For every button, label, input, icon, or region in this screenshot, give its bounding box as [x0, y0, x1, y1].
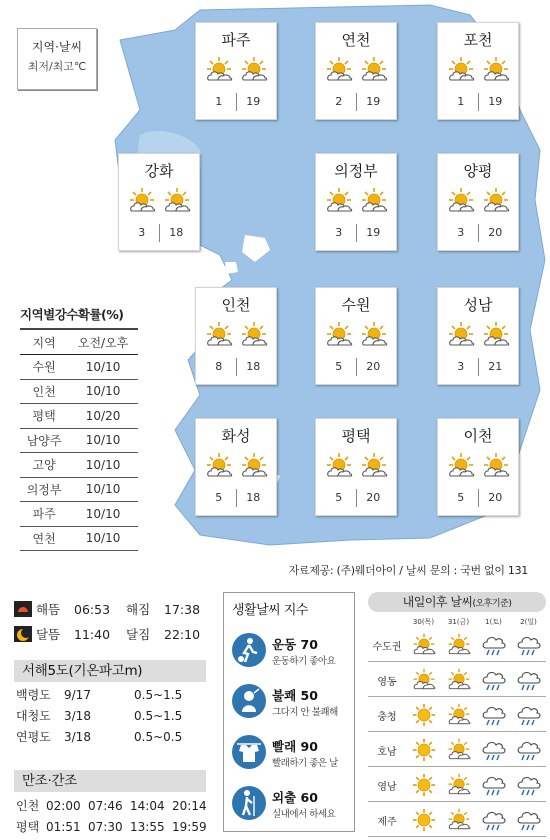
- tide-time: 02:00: [46, 798, 81, 813]
- wave-island: 연평도: [16, 730, 51, 744]
- day-label: 2(일): [520, 618, 537, 626]
- life-index-label: 불쾌 50: [272, 688, 318, 703]
- moonrise-icon: [14, 626, 32, 642]
- rain-cloud-icon: [511, 700, 546, 730]
- city-temps: [202, 358, 270, 376]
- sun-behind-cloud-icon: [406, 630, 441, 660]
- tide-place: 평택: [16, 820, 40, 834]
- outing-icon: [232, 786, 266, 820]
- city-weather-icons: [321, 56, 391, 88]
- tide-place: 인천: [16, 799, 40, 813]
- life-index-item: [232, 733, 350, 781]
- wave-row: [16, 684, 206, 705]
- tide-time: 07:46: [88, 798, 123, 813]
- city-weather-icons: [443, 321, 513, 353]
- wave-row: [16, 705, 206, 726]
- city-low-temp: 1: [457, 95, 465, 108]
- city-temps: [444, 224, 512, 242]
- wave-height: 0.5~1.5: [134, 708, 183, 723]
- city-temps: [444, 489, 512, 507]
- tide-row: [16, 816, 216, 837]
- sun-behind-cloud-icon: [324, 55, 354, 89]
- region-name: 영동: [377, 677, 397, 688]
- sun-behind-cloud-icon: [446, 186, 476, 220]
- rain-cloud-icon: [476, 735, 511, 765]
- region-forecast-row: [368, 663, 546, 697]
- sun-behind-cloud-icon: [446, 320, 476, 354]
- tide-table: [16, 795, 216, 837]
- city-card: [437, 153, 519, 251]
- precip-header-ampm: 오전/오후: [68, 330, 138, 355]
- precip-region: 수원: [20, 355, 68, 380]
- sun-behind-cloud-icon: [127, 186, 157, 220]
- precip-title: 지역별강수확률(%): [20, 305, 138, 330]
- city-weather-icons: [201, 56, 271, 88]
- wave-island: 백령도: [16, 688, 51, 702]
- tide-time: 20:14: [172, 798, 207, 813]
- sun-behind-cloud-icon: [359, 186, 389, 220]
- sunset-label: 해짐: [126, 602, 151, 617]
- city-weather-icons: [321, 452, 391, 484]
- precip-value: 10/10: [68, 526, 138, 551]
- tide-row: [16, 795, 216, 816]
- precip-region: 인천: [20, 379, 68, 404]
- sun-behind-cloud-icon: [441, 770, 476, 800]
- sun-behind-cloud-icon: [481, 186, 511, 220]
- precip-row: [20, 453, 138, 478]
- city-name: 화성: [221, 427, 251, 445]
- precip-row: [20, 428, 138, 453]
- city-card: [437, 287, 519, 385]
- sun-behind-cloud-icon: [359, 451, 389, 485]
- wave-temp: 3/18: [64, 729, 91, 744]
- city-low-temp: 3: [457, 226, 465, 239]
- wave-temp: 3/18: [64, 708, 91, 723]
- region-name: 수도권: [372, 642, 402, 653]
- region-forecast-row: [368, 768, 546, 802]
- city-low-temp: 2: [335, 95, 343, 108]
- laundry-icon: [232, 735, 266, 769]
- city-card: [315, 287, 397, 385]
- city-weather-icons: [321, 321, 391, 353]
- region-name: 호남: [377, 747, 397, 758]
- city-high-temp: 19: [356, 224, 391, 242]
- sun-icon: [406, 805, 441, 835]
- city-name: 포천: [463, 31, 493, 49]
- region-name: 영남: [377, 782, 397, 793]
- wave-temp: 9/17: [64, 687, 91, 702]
- tide-title: 만조·간조: [14, 770, 206, 792]
- city-high-temp: 19: [478, 93, 513, 111]
- sun-behind-cloud-icon: [324, 320, 354, 354]
- city-card: [437, 22, 519, 120]
- day-label: 31(금): [447, 618, 470, 626]
- sunrise-time: 06:53: [74, 601, 111, 617]
- life-index-desc: 운동하기 좋아요: [272, 656, 336, 667]
- city-weather-icons: [443, 187, 513, 219]
- rain-cloud-icon: [476, 700, 511, 730]
- sun-behind-cloud-icon: [406, 665, 441, 695]
- city-high-temp: 18: [159, 224, 194, 242]
- precip-value: 10/20: [68, 404, 138, 429]
- sun-behind-cloud-icon: [481, 55, 511, 89]
- city-high-temp: 19: [236, 93, 271, 111]
- city-low-temp: 3: [138, 226, 146, 239]
- rain-cloud-icon: [476, 630, 511, 660]
- rain-cloud-icon: [511, 630, 546, 660]
- sun-behind-cloud-icon: [204, 451, 234, 485]
- precip-row: [20, 477, 138, 502]
- tomorrow-header: [368, 592, 546, 612]
- life-index-item: [232, 631, 350, 679]
- sun-behind-cloud-icon: [481, 451, 511, 485]
- life-index-label: 빨래 90: [272, 739, 318, 754]
- sun-behind-cloud-icon: [359, 55, 389, 89]
- life-index-label: 외출 60: [272, 790, 318, 805]
- region-icons: [406, 735, 546, 765]
- sun-behind-cloud-icon: [359, 320, 389, 354]
- data-source: 자료제공: (주)웨더아이 / 날씨 문의 : 국번 없이 131: [288, 564, 528, 577]
- city-card: [195, 287, 277, 385]
- city-low-temp: 8: [215, 360, 223, 373]
- sun-behind-cloud-icon: [239, 55, 269, 89]
- rain-cloud-icon: [511, 735, 546, 765]
- precip-region: 평택: [20, 404, 68, 429]
- city-temps: [322, 224, 390, 242]
- city-high-temp: 20: [478, 489, 513, 507]
- precip-region: 고양: [20, 453, 68, 478]
- life-weather-index: [223, 592, 355, 832]
- city-card: [195, 22, 277, 120]
- tide-time: 01:51: [46, 819, 81, 834]
- sun-behind-cloud-icon: [441, 630, 476, 660]
- city-name: 의정부: [334, 162, 378, 180]
- city-card: [195, 418, 277, 516]
- discomfort-icon: [232, 684, 266, 718]
- region-forecast-row: [368, 803, 546, 837]
- wave-table: [16, 684, 206, 747]
- region-forecast-row: [368, 628, 546, 662]
- map-legend: [17, 28, 97, 90]
- day-label: 1(토): [485, 618, 502, 626]
- city-name: 수원: [341, 296, 371, 314]
- precip-region: 의정부: [20, 477, 68, 502]
- moonset-time: 22:10: [164, 626, 201, 642]
- sun-behind-cloud-icon: [204, 55, 234, 89]
- city-low-temp: 5: [335, 360, 343, 373]
- sun-behind-cloud-icon: [481, 320, 511, 354]
- city-high-temp: 20: [356, 489, 391, 507]
- life-index-desc: 실내에서 하세요: [272, 809, 336, 820]
- wave-height: 0.5~1.5: [134, 687, 183, 702]
- city-weather-icons: [124, 187, 194, 219]
- region-icons: [406, 630, 546, 660]
- wave-height: 0.5~0.5: [134, 729, 183, 744]
- city-name: 인천: [221, 296, 251, 314]
- city-name: 파주: [221, 31, 251, 49]
- precip-value: 10/10: [68, 355, 138, 380]
- life-title: 생활날씨 지수: [232, 603, 308, 618]
- city-high-temp: 19: [356, 93, 391, 111]
- sun-icon: [406, 735, 441, 765]
- tide-time: 14:04: [130, 798, 165, 813]
- city-low-temp: 3: [335, 226, 343, 239]
- sun-row: [14, 598, 214, 620]
- rain-cloud-icon: [511, 770, 546, 800]
- precip-value: 10/10: [68, 428, 138, 453]
- precip-region: 파주: [20, 502, 68, 527]
- sun-behind-cloud-icon: [324, 186, 354, 220]
- city-card: [315, 22, 397, 120]
- city-low-temp: 5: [335, 491, 343, 504]
- city-temps: [444, 93, 512, 111]
- city-low-temp: 5: [215, 491, 223, 504]
- precip-value: 10/10: [68, 453, 138, 478]
- rain-cloud-icon: [476, 805, 511, 835]
- sun-icon: [406, 700, 441, 730]
- sun-behind-cloud-icon: [239, 320, 269, 354]
- city-name: 양평: [463, 162, 493, 180]
- city-card: [437, 418, 519, 516]
- city-card: [315, 418, 397, 516]
- sun-behind-cloud-icon: [441, 735, 476, 765]
- region-icons: [406, 665, 546, 695]
- region-icons: [406, 770, 546, 800]
- city-name: 성남: [463, 296, 493, 314]
- tomorrow-note: (오후기준): [472, 599, 512, 609]
- city-temps: [322, 358, 390, 376]
- precip-value: 10/10: [68, 477, 138, 502]
- sun-behind-cloud-icon: [446, 55, 476, 89]
- sun-behind-cloud-icon: [446, 451, 476, 485]
- day-labels: [406, 617, 546, 627]
- wave-row: [16, 726, 206, 747]
- region-name: 제주: [377, 817, 397, 828]
- city-card: [118, 153, 200, 251]
- region-forecast-row: [368, 733, 546, 767]
- city-temps: [125, 224, 193, 242]
- precip-row: [20, 404, 138, 429]
- city-low-temp: 1: [215, 95, 223, 108]
- precip-header-region: 지역: [20, 330, 68, 355]
- city-high-temp: 21: [478, 358, 513, 376]
- sun-moon-times: [14, 598, 214, 648]
- moonrise-time: 11:40: [74, 626, 111, 642]
- rain-cloud-icon: [476, 770, 511, 800]
- city-high-temp: 18: [236, 358, 271, 376]
- sun-behind-cloud-icon: [239, 451, 269, 485]
- region-icons: [406, 700, 546, 730]
- city-high-temp: 20: [356, 358, 391, 376]
- sunset-time: 17:38: [164, 601, 201, 617]
- city-low-temp: 5: [457, 491, 465, 504]
- sun-behind-cloud-icon: [441, 665, 476, 695]
- sun-behind-cloud-icon: [324, 451, 354, 485]
- tide-time: 13:55: [130, 819, 165, 834]
- tide-time: 07:30: [88, 819, 123, 834]
- city-high-temp: 20: [478, 224, 513, 242]
- city-weather-icons: [201, 452, 271, 484]
- tomorrow-title: 내일이후 날씨: [402, 595, 473, 609]
- city-temps: [444, 358, 512, 376]
- city-weather-icons: [443, 452, 513, 484]
- precip-region: 연천: [20, 526, 68, 551]
- sun-behind-cloud-icon: [162, 186, 192, 220]
- precip-row: [20, 502, 138, 527]
- wave-island: 대청도: [16, 709, 51, 723]
- life-index-label: 운동 70: [272, 637, 318, 652]
- rain-cloud-icon: [476, 665, 511, 695]
- sun-icon: [406, 770, 441, 800]
- precip-row: [20, 379, 138, 404]
- moonrise-label: 달뜸: [36, 627, 61, 642]
- precip-region: 남양주: [20, 428, 68, 453]
- moon-row: [14, 623, 214, 645]
- sun-behind-cloud-icon: [441, 700, 476, 730]
- sunrise-icon: [14, 601, 32, 617]
- sun-behind-cloud-icon: [204, 320, 234, 354]
- region-forecast-row: [368, 698, 546, 732]
- wave-title: 서해5도(기온파고m): [14, 660, 206, 682]
- tide-time: 19:59: [172, 819, 207, 834]
- city-name: 이천: [463, 427, 493, 445]
- city-temps: [202, 93, 270, 111]
- rain-cloud-icon: [511, 665, 546, 695]
- exercise-icon: [232, 633, 266, 667]
- city-name: 연천: [341, 31, 371, 49]
- life-index-item: [232, 784, 350, 832]
- legend-min-max: 최저/최고℃: [27, 60, 87, 73]
- precip-probability-table: [20, 305, 138, 551]
- region-name: 충청: [377, 712, 397, 723]
- city-high-temp: 18: [236, 489, 271, 507]
- life-index-desc: 빨래하기 좋은 날: [272, 758, 338, 769]
- precip-row: [20, 355, 138, 380]
- city-temps: [322, 489, 390, 507]
- sunrise-label: 해뜸: [36, 602, 61, 617]
- precip-value: 10/10: [68, 502, 138, 527]
- precip-row: [20, 526, 138, 551]
- city-temps: [202, 489, 270, 507]
- sun-behind-cloud-icon: [441, 805, 476, 835]
- city-name: 평택: [341, 427, 371, 445]
- city-weather-icons: [443, 56, 513, 88]
- life-index-desc: 그다지 안 불쾌해: [272, 707, 338, 718]
- city-name: 강화: [144, 162, 174, 180]
- city-card: [315, 153, 397, 251]
- rain-cloud-icon: [511, 805, 546, 835]
- day-label: 30(목): [412, 618, 435, 626]
- region-icons: [406, 805, 546, 835]
- life-index-item: [232, 682, 350, 730]
- legend-region-weather: 지역·날씨: [31, 40, 83, 54]
- tomorrow-forecast: [368, 592, 550, 840]
- city-weather-icons: [201, 321, 271, 353]
- city-low-temp: 3: [457, 360, 465, 373]
- city-weather-icons: [321, 187, 391, 219]
- precip-value: 10/10: [68, 379, 138, 404]
- moonset-label: 달짐: [126, 627, 151, 642]
- city-temps: [322, 93, 390, 111]
